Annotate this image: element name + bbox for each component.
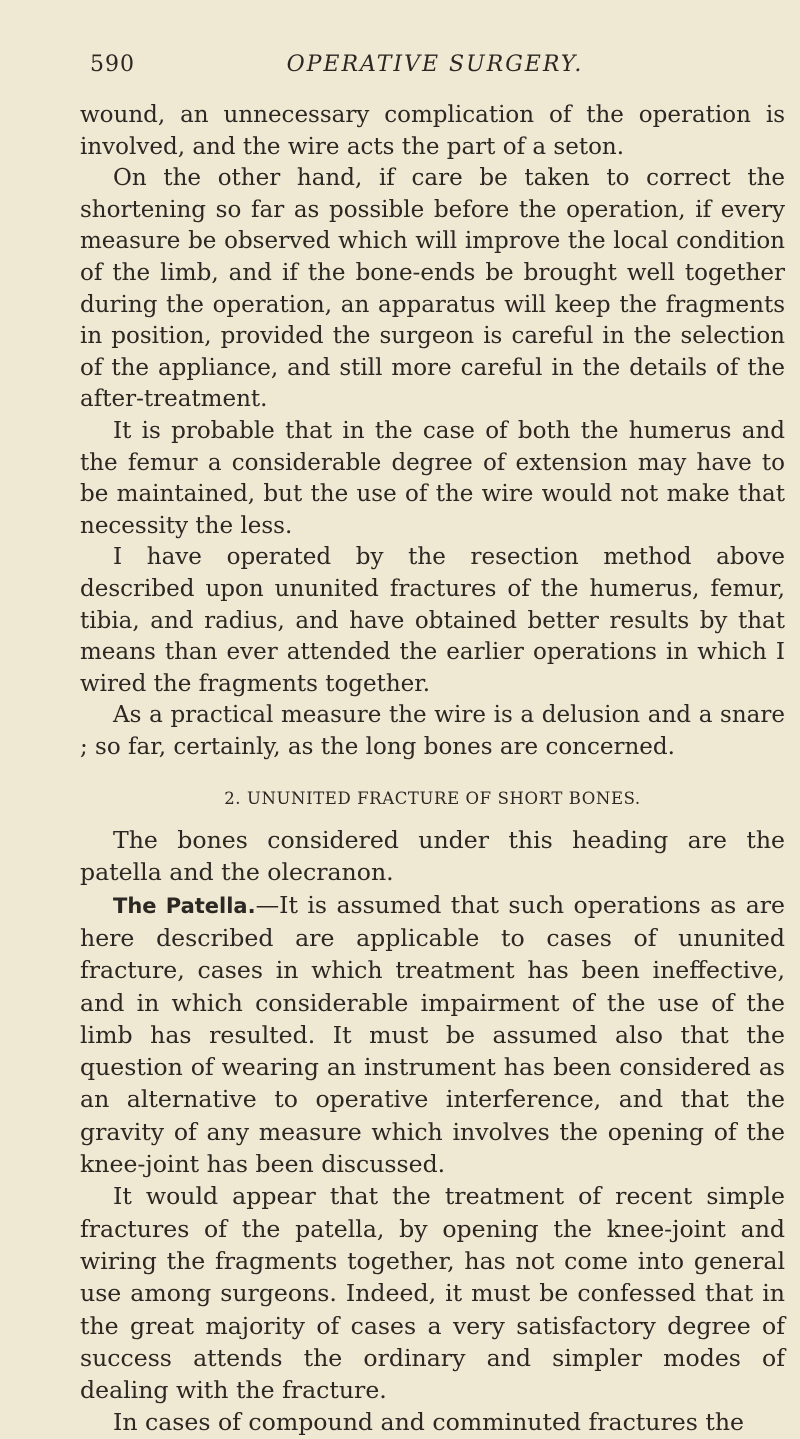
section-heading: 2. UNUNITED FRACTURE OF SHORT BONES. xyxy=(224,789,641,809)
section-body xyxy=(80,824,785,1439)
page-header xyxy=(90,52,780,86)
paragraph-text: —It is assumed that such operations as are here described are applicable to cases of ununited fracture, cases in which treatment has been ineffective, and in which considerable impairment of the use of the limb has resulted. It must be assumed also that the question of wearing an instrument has been considered as an alternative to operative interference, and that the gravity of any measure which involves the opening of the knee-joint has been discussed. xyxy=(80,890,785,1179)
paragraph: I have operated by the resection method above described upon ununited fractures of the humerus, femur, tibia, and radius, and have obtained better results by that means than ever attended the earlier operations in which I wired the fragments together. xyxy=(80,544,785,697)
paragraph-patella xyxy=(80,889,785,1181)
patella-heading: The Patella. xyxy=(113,893,256,918)
paragraph: It is probable that in the case of both the humerus and the femur a considerable degree of extension may have to be maintained, but the use of the wire would not make that necessity the less. xyxy=(80,417,785,539)
page-number: 590 xyxy=(90,52,135,77)
paragraph: In cases of compound and comminuted fractures the xyxy=(113,1408,744,1437)
paragraph: It would appear that the treatment of recent simple fractures of the patella, by opening the knee-joint and wiring the fragments together, has not come into general use among surgeons. Indeed, it must be confessed that in the great majority of cases a very satisfactory degree of success attends the ordinary and simpler modes of dealing with the fracture. xyxy=(80,1182,785,1405)
paragraph: As a practical measure the wire is a delusion and a snare ; so far, certainly, as the long bones are concerned. xyxy=(80,702,785,760)
paragraph: On the other hand, if care be taken to correct the shortening so far as possible before the operation, if every measure be observed which will improve the local condition of the limb, and if the bone-ends be brought well together during the operation, an apparatus will keep the fragments in position, provided the surgeon is careful in the selection of the appliance, and still more careful in the details of the after-treatment. xyxy=(80,165,785,413)
running-title: OPERATIVE SURGERY. xyxy=(286,52,584,77)
paragraph: The bones considered under this heading are the patella and the olecranon. xyxy=(80,826,785,887)
paragraph: wound, an unnecessary complication of the operation is involved, and the wire acts the part of a seton. xyxy=(80,102,785,160)
body-text xyxy=(80,100,785,1439)
